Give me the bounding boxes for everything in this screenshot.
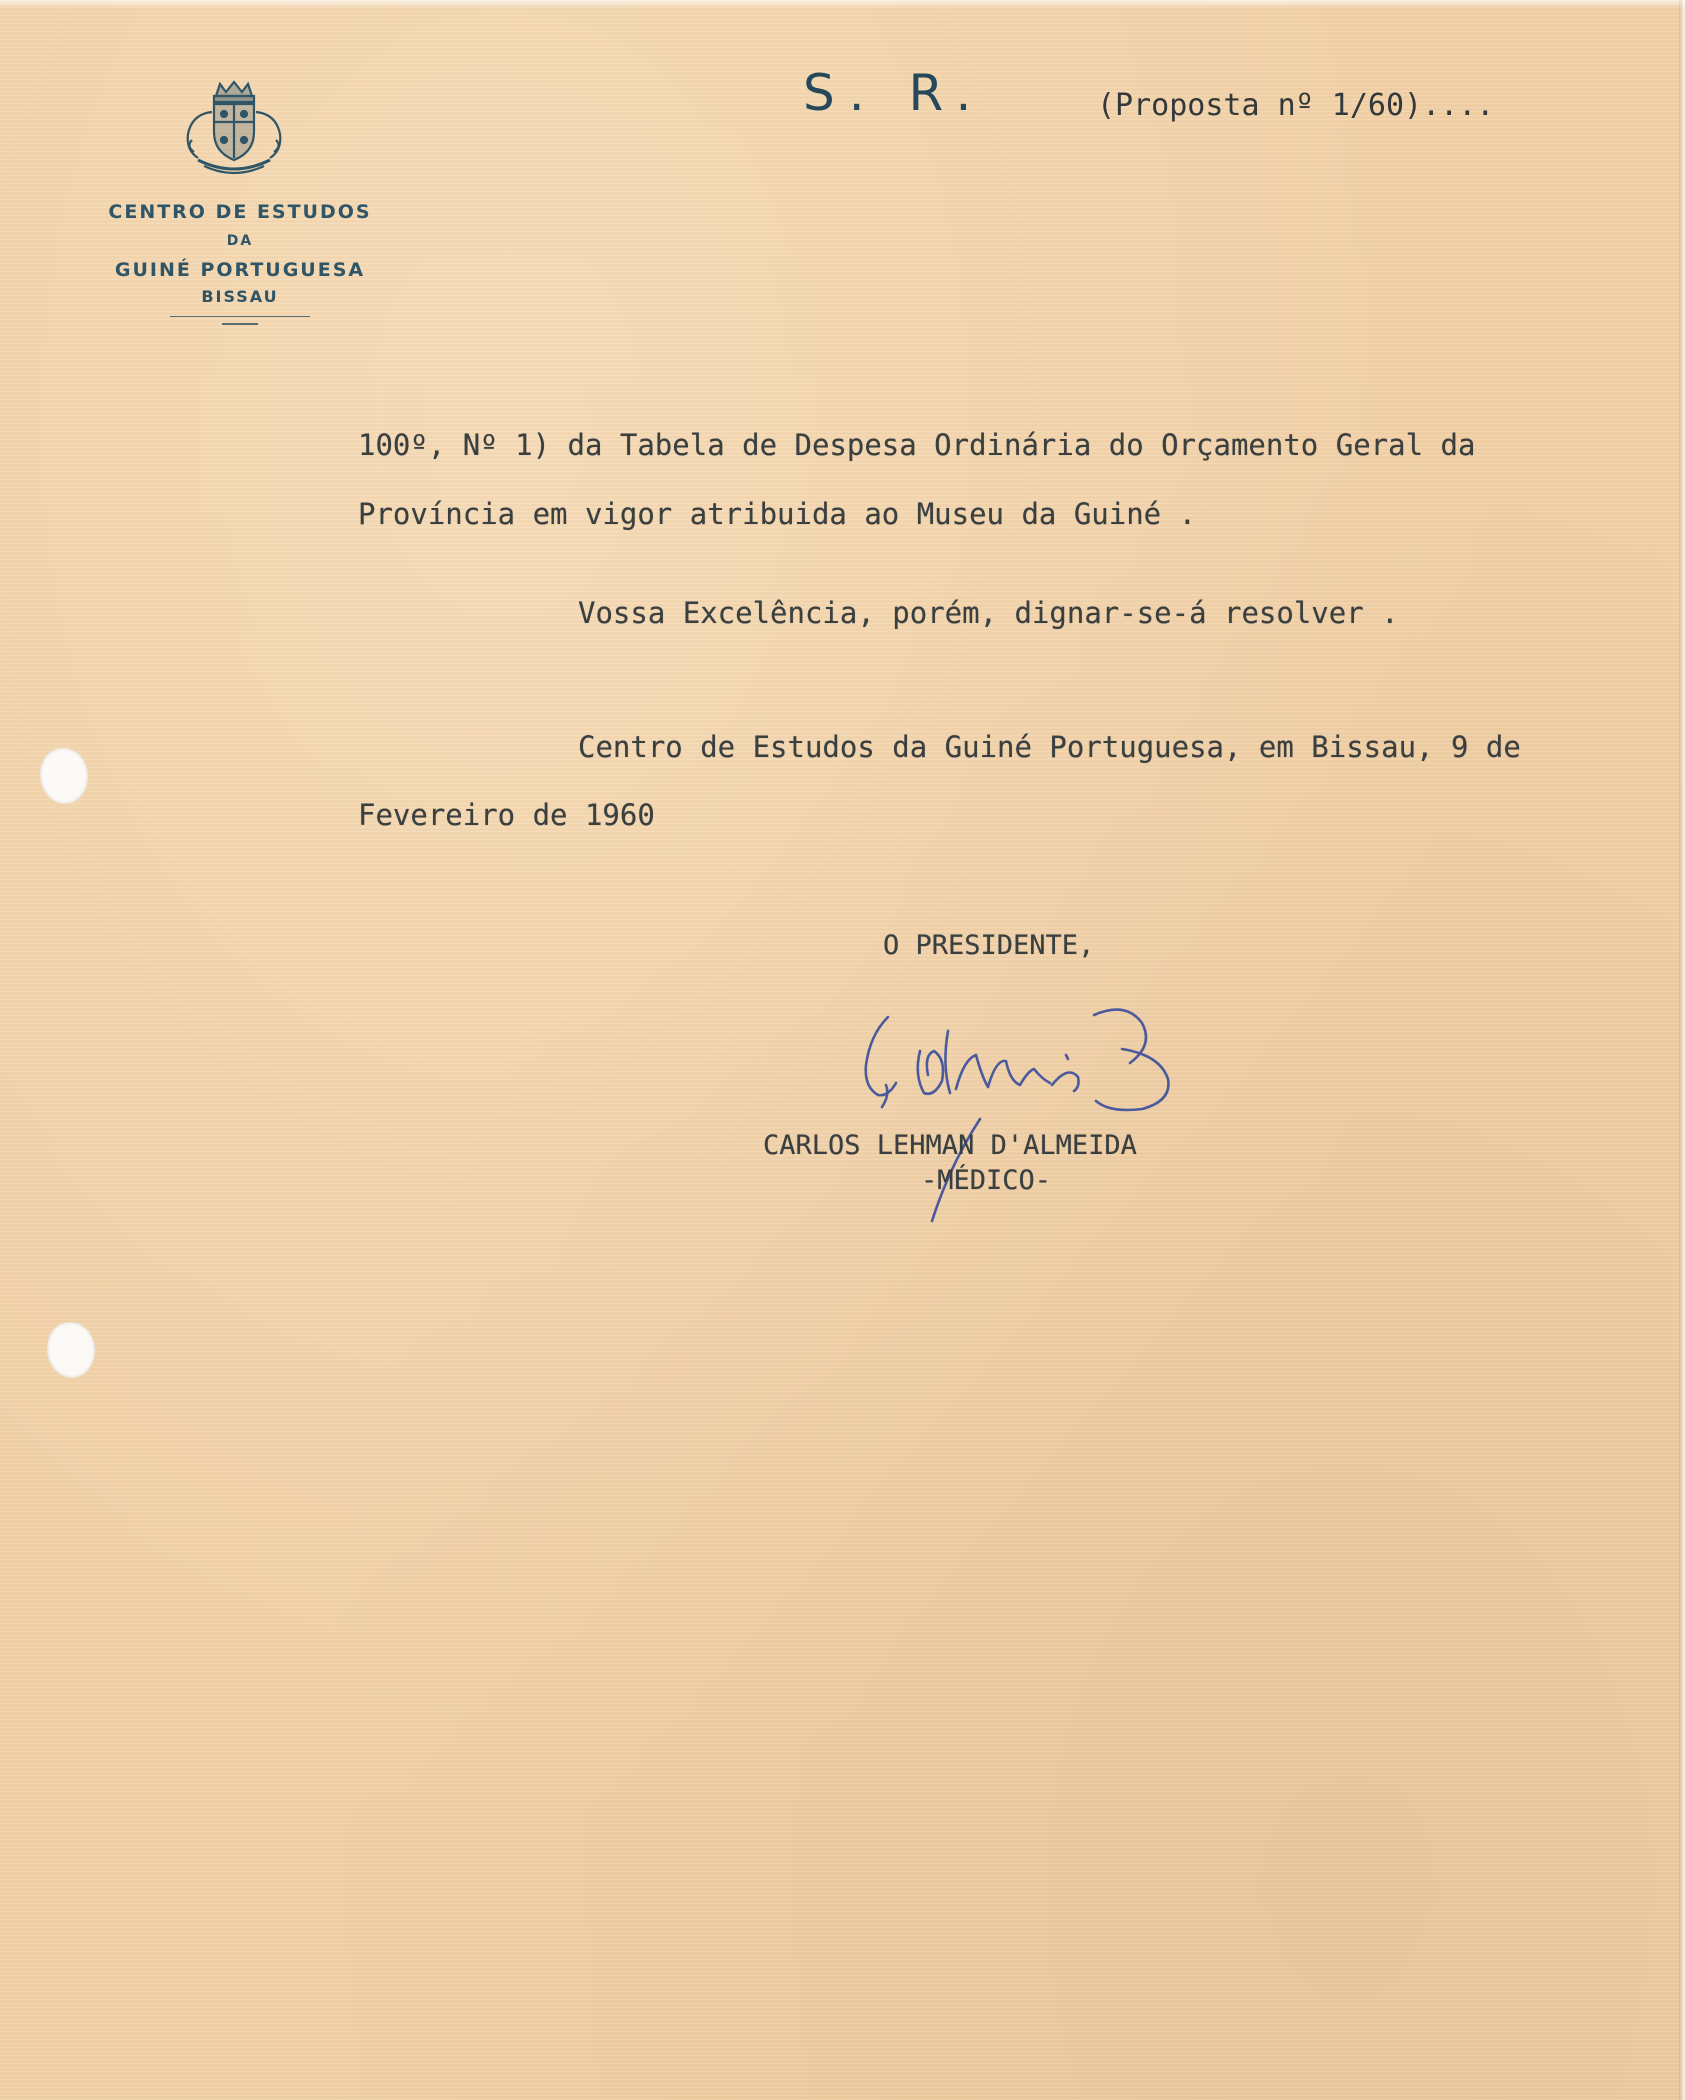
paper-right-edge — [1679, 0, 1685, 2100]
proposal-reference: (Proposta nº 1/60).... — [1097, 88, 1495, 123]
paper-top-edge — [0, 0, 1685, 8]
letterhead-line1: CENTRO DE ESTUDOS — [108, 201, 372, 223]
letterhead-rule-short — [222, 323, 258, 325]
reference-mark: S. R. — [803, 64, 986, 122]
letterhead-rule — [170, 316, 310, 317]
signatory-title: O PRESIDENTE, — [883, 930, 1095, 961]
letterhead-line2: DA — [226, 233, 254, 249]
body-para3-line2: Fevereiro de 1960 — [358, 798, 655, 832]
body-para1-line1: 100º, Nº 1) da Tabela de Despesa Ordinária do Orçamento Geral da — [358, 428, 1476, 462]
punch-hole-upper — [40, 748, 88, 804]
body-para3-line1: Centro de Estudos da Guiné Portuguesa, em Bissau, 9 de — [578, 730, 1521, 764]
letterhead — [60, 198, 420, 325]
signatory-profession: -MÉDICO- — [921, 1165, 1052, 1196]
punch-hole-lower — [47, 1322, 95, 1378]
body-para1-line2: Província em vigor atribuida ao Museu da Guiné . — [358, 497, 1197, 531]
coat-of-arms-icon — [178, 78, 290, 180]
letterhead-line3: GUINÉ PORTUGUESA — [114, 259, 366, 281]
signatory-name: CARLOS LEHMAN D'ALMEIDA — [763, 1130, 1137, 1161]
letterhead-line4: BISSAU — [201, 287, 279, 306]
body-para2: Vossa Excelência, porém, dignar-se-á resolver . — [578, 596, 1399, 630]
